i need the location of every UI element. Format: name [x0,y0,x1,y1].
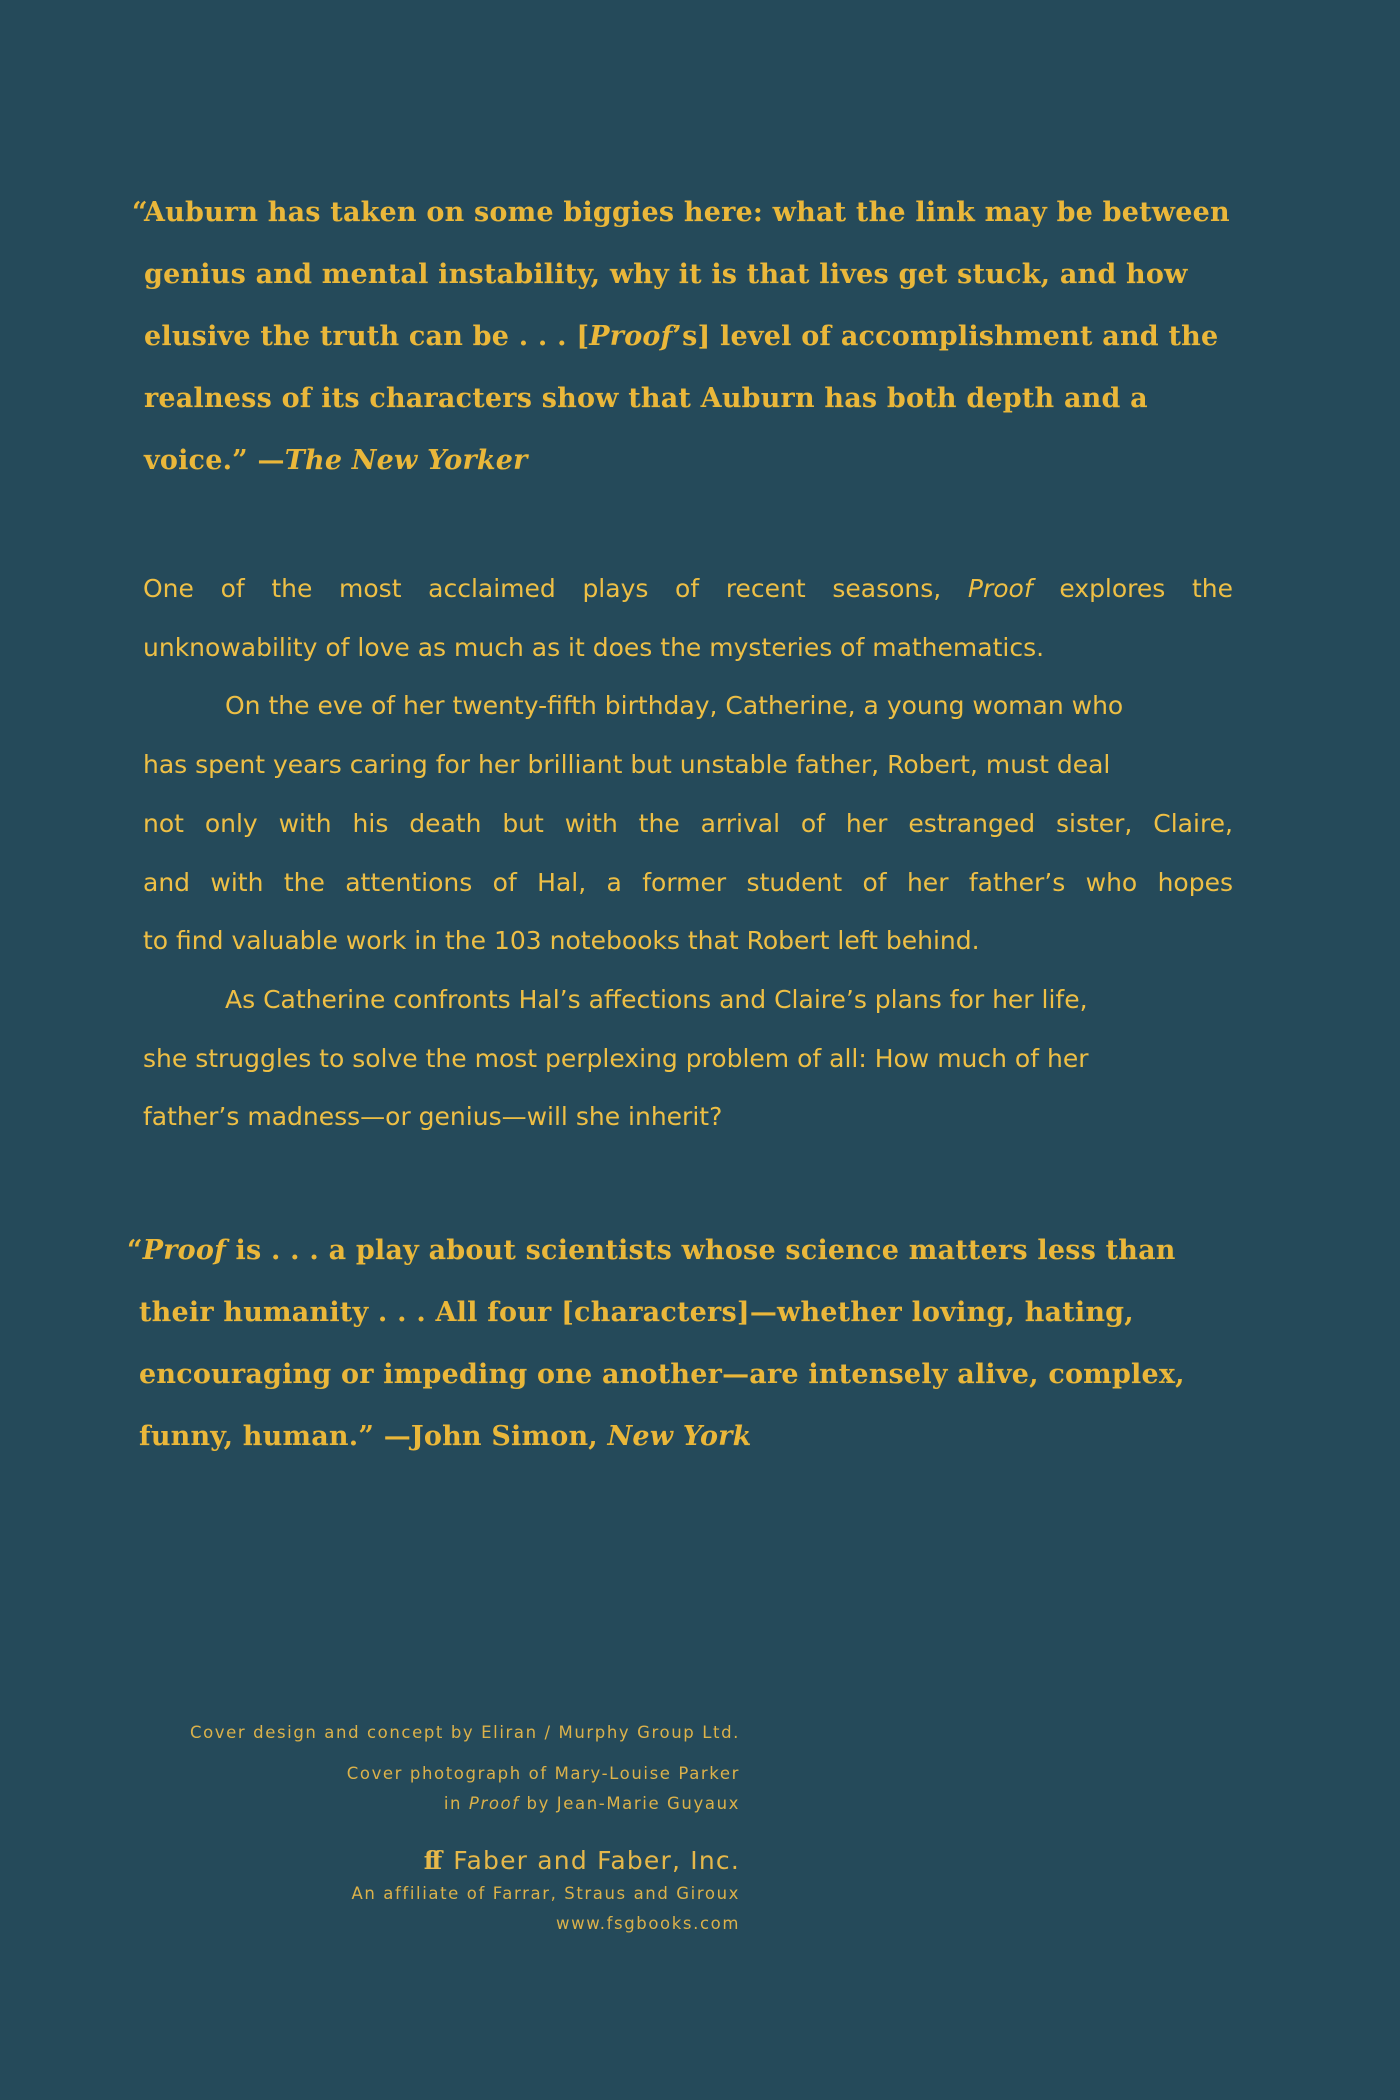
blurb-line: and with the attentions of Hal, a former student of her father’s who hopes [143,867,1233,897]
blurb-line: to find valuable work in the 103 notebooks that Robert left behind. [143,926,980,956]
quote-source: The New Yorker [284,445,528,476]
quote-line: realness of its characters show that Auburn has both depth and a [144,383,1148,414]
book-description [143,560,1233,1147]
quote-source: New York [607,1421,752,1452]
quote-line: “Auburn has taken on some biggies here: what the link may be between [132,197,1230,228]
blurb-line: unknowability of love as much as it does the mysteries of mathematics. [143,632,1045,662]
blurb-line: One of the most acclaimed plays of recent seasons, Proof explores the [143,574,1234,603]
publisher-website: www.fsgbooks.com [556,1914,740,1933]
review-quote-john-simon [127,1220,1185,1468]
play-title: Proof [589,321,673,352]
faber-ff-logo-icon: ff [423,1846,440,1875]
quote-line: voice.” —The New Yorker [144,445,528,476]
play-title: Proof [967,574,1033,603]
blurb-line: not only with his death but with the arrival of her estranged sister, Claire, [143,808,1233,838]
quote-line: elusive the truth can be . . . [Proof’s] level of accomplishment and the [144,321,1219,352]
blurb-line: has spent years caring for her brilliant but unstable father, Robert, must deal [143,750,1111,780]
quote-line: encouraging or impeding one another—are intensely alive, complex, [139,1359,1185,1390]
blurb-line: father’s madness—or genius—will she inherit? [143,1102,723,1132]
blurb-line: On the eve of her twenty-fifth birthday, Catherine, a young woman who [225,691,1124,721]
cover-photo-credit: Cover photograph of Mary-Louise Parker in Proof by Jean-Marie Guyaux [346,1764,740,1813]
quote-line: “Proof is . . . a play about scientists whose science matters less than [127,1235,1176,1266]
play-title: Proof [142,1235,226,1266]
quote-line: their humanity . . . All four [characters]—whether loving, hating, [139,1297,1134,1328]
blurb-line: she struggles to solve the most perplexing problem of all: How much of her [143,1043,1089,1073]
quote-line: genius and mental instability, why it is that lives get stuck, and how [144,259,1188,290]
play-title: Proof [468,1794,520,1813]
publisher-name: Faber and Faber, Inc. [453,1846,740,1875]
publisher-affiliate: An affiliate of Farrar, Straus and Giroux [351,1884,740,1903]
quote-line: funny, human.” —John Simon, New York [139,1421,752,1452]
publisher-block [70,1843,740,1939]
review-quote-new-yorker [132,182,1230,492]
cover-design-credit: Cover design and concept by Eliran / Murphy Group Ltd. [189,1723,740,1742]
blurb-line: As Catherine confronts Hal’s affections and Claire’s plans for her life, [225,984,1088,1014]
